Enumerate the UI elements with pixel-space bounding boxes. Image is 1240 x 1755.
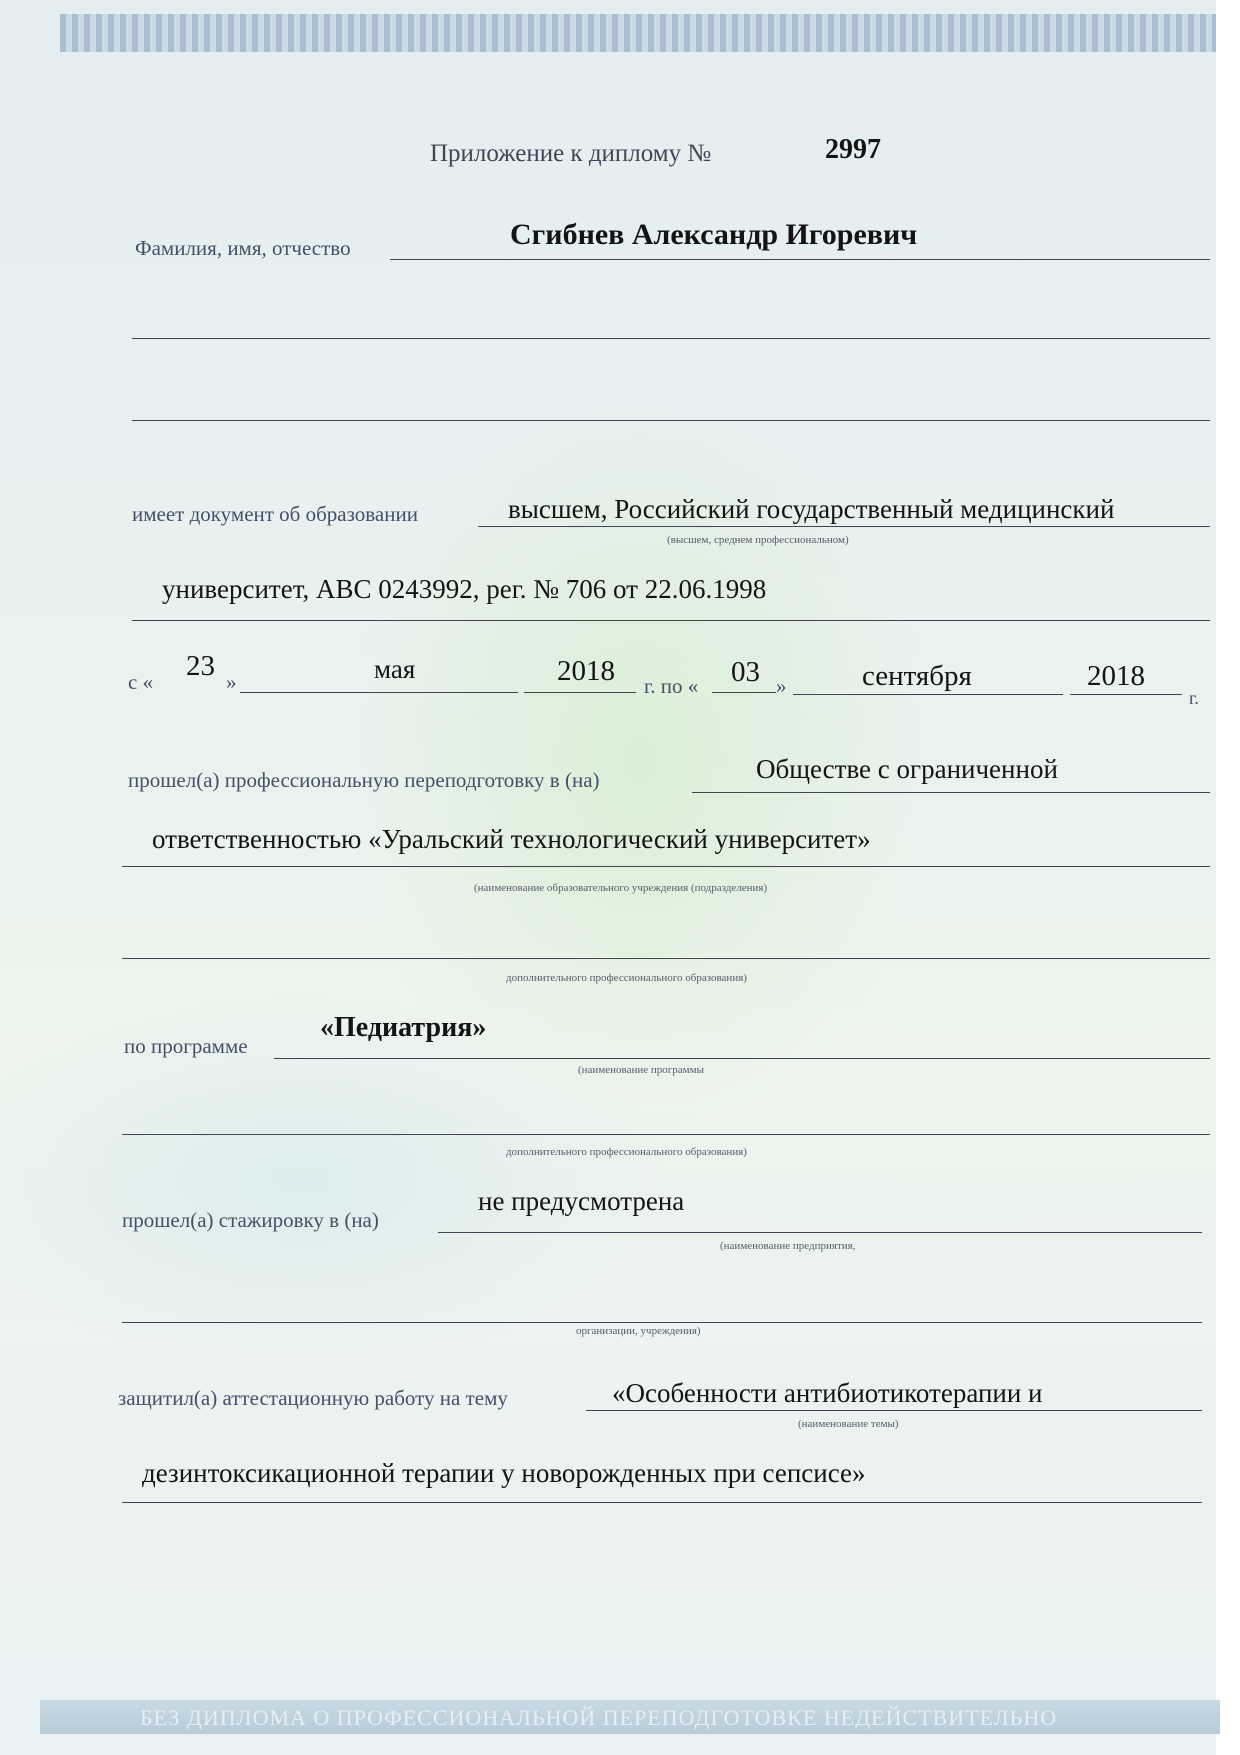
retraining-label: прошел(а) профессиональную переподготовку в (на) — [128, 768, 600, 792]
program-underline — [274, 1058, 1210, 1059]
period-from-month: мая — [374, 654, 416, 684]
period-from-prefix: с « — [128, 670, 154, 694]
thesis-caption: (наименование темы) — [798, 1418, 899, 1430]
thesis-value: «Особенности антибиотикотерапии и — [612, 1378, 1043, 1408]
program-value: «Педиатрия» — [320, 1012, 487, 1043]
retraining-underline — [692, 792, 1210, 793]
education-document-label: имеет документ об образовании — [132, 502, 418, 526]
period-to-year: 2018 — [1087, 660, 1145, 692]
retraining-caption: (наименование образовательного учреждения (подразделения) — [474, 882, 768, 894]
retraining-caption-2: дополнительного профессионального образования) — [506, 972, 747, 984]
thesis-underline — [586, 1410, 1202, 1411]
period-to-year-underline — [1070, 694, 1182, 695]
program-caption-2: дополнительного профессионального образования) — [506, 1146, 747, 1158]
period-from-day: 23 — [186, 650, 215, 682]
period-to-month-underline — [793, 694, 1063, 695]
education-document-underline-2 — [132, 620, 1210, 621]
education-document-underline — [478, 526, 1210, 527]
fio-underline — [390, 259, 1210, 260]
validity-banner: БЕЗ ДИПЛОМА О ПРОФЕССИОНАЛЬНОЙ ПЕРЕПОДГОТОВКЕ НЕДЕЙСТВИТЕЛЬНО — [140, 1705, 1058, 1729]
thesis-underline-2 — [122, 1502, 1202, 1503]
internship-caption-2: организации, учреждения) — [576, 1325, 701, 1337]
fio-label: Фамилия, имя, отчество — [135, 236, 351, 260]
retraining-underline-2 — [122, 866, 1210, 867]
program-caption: (наименование программы — [578, 1064, 704, 1076]
education-document-value: высшем, Российский государственный медицинский — [508, 494, 1115, 524]
fio-value: Сгибнев Александр Игоревич — [510, 218, 918, 251]
internship-caption: (наименование предприятия, — [720, 1240, 856, 1252]
period-from-year-underline — [524, 692, 636, 693]
retraining-value-continued: ответственностью «Уральский технологический университет» — [152, 824, 871, 854]
period-quote-close: » — [226, 670, 237, 694]
internship-label: прошел(а) стажировку в (на) — [122, 1208, 379, 1232]
internship-underline-2 — [122, 1322, 1202, 1323]
blank-line — [132, 420, 1210, 421]
education-document-caption: (высшем, среднем профессиональном) — [667, 534, 849, 546]
program-label: по программе — [124, 1034, 248, 1058]
top-ornament-band — [60, 14, 1230, 52]
internship-underline — [438, 1232, 1202, 1233]
thesis-label: защитил(а) аттестационную работу на тему — [118, 1386, 508, 1410]
education-document-value-continued: университет, АВС 0243992, рег. № 706 от 22.06.1998 — [162, 574, 767, 604]
retraining-underline-3 — [122, 958, 1210, 959]
diploma-number: 2997 — [825, 134, 881, 165]
period-to-quote-close: » — [776, 674, 787, 698]
period-to-month: сентября — [862, 660, 972, 692]
period-to-day: 03 — [731, 656, 760, 688]
blank-line — [132, 338, 1210, 339]
period-to-prefix: г. по « — [644, 674, 699, 698]
period-from-year: 2018 — [557, 655, 615, 687]
internship-value: не предусмотрена — [478, 1186, 685, 1216]
document-title: Приложение к диплому № — [430, 140, 712, 167]
retraining-value: Обществе с ограниченной — [756, 754, 1058, 784]
period-from-month-underline — [240, 692, 518, 693]
period-year-suffix: г. — [1189, 688, 1199, 708]
program-underline-2 — [122, 1134, 1210, 1135]
thesis-value-continued: дезинтоксикационной терапии у новорожденных при сепсисе» — [142, 1458, 866, 1488]
page-edge — [1216, 0, 1240, 1755]
period-to-day-underline — [712, 692, 776, 693]
